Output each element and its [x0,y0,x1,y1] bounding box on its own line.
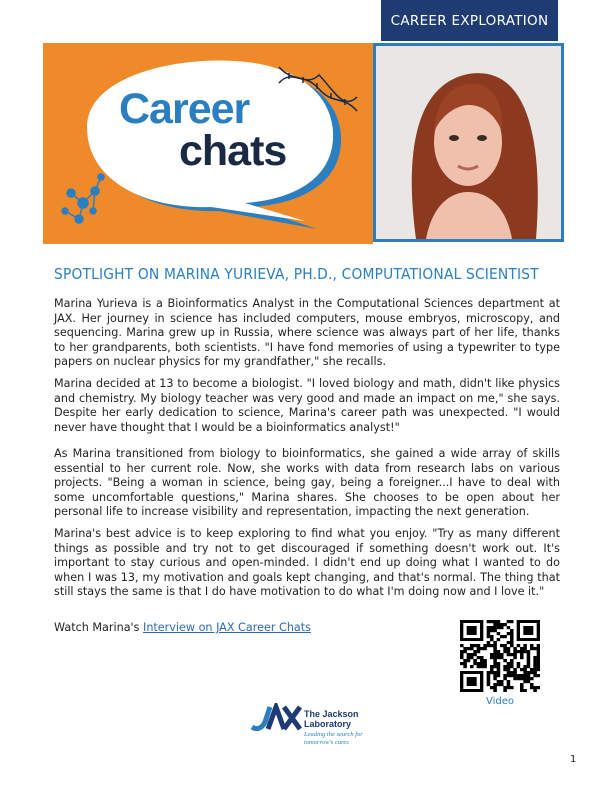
page-number: 1 [570,754,577,765]
banner-word-career: Career [119,85,250,133]
paragraph-4: Marina's best advice is to keep exploring to find what you enjoy. "Try as many different things as possible and try not to get discouraged if something doesn't work out. It's important to stay curious and open-minded. I didn't end up doing what I wanted to do when I was 13, my motivation and goals kept changing, and that's normal. The thing that still stays the same is that I do have motivation to do what I'm doing now and I love it." [54,527,560,599]
paragraph-1: Marina Yurieva is a Bioinformatics Analyst in the Computational Sciences department at JAX. Her journey in science has included computers, mouse embryos, microscopy, and sequencing. Marina grew up in Russia, where science was always part of her life, thanks to her grandparents, both scientists. "I have fond memories of using a typewriter to type papers on nuclear physics for my grandfather," she recalls. [54,297,560,369]
portrait-photo [373,43,564,242]
paragraph-3: As Marina transitioned from biology to bioinformatics, she gained a wide array of skills essential to her current role. Now, she works with data from research labs on various projects. "Being a woman in science, being gay, being a foreigner...I have to deal with some uncomfortable questions," Marina shares. She chooses to be open about her personal life to increase visibility and representation, impacting the next generation. [54,447,560,519]
logo-tagline: Leading the search for tomorrow's cures [304,731,363,746]
jax-mark-icon [248,703,304,733]
article-headline: SPOTLIGHT ON MARINA YURIEVA, PH.D., COMPUTATIONAL SCIENTIST [54,265,539,283]
paragraph-2: Marina decided at 13 to become a biologist. "I loved biology and math, didn't like physics and chemistry. My biology teacher was very good and made an impact on me," she says. Despite her early dedication to science, Marina's career path was unexpected. "I would never have thought that I would be a bioinformatics analyst!" [54,377,560,434]
interview-link[interactable]: Interview on JAX Career Chats [143,621,311,634]
section-tag: CAREER EXPLORATION [381,0,558,41]
watch-line [54,621,311,634]
qr-code[interactable] [460,620,540,692]
watch-prefix: Watch Marina's [54,621,144,634]
logo-name: The Jackson Laboratory [304,709,359,729]
banner-word-chats: chats [179,127,287,175]
molecule-icon [62,174,104,223]
career-chats-banner [43,43,373,244]
qr-caption: Video [486,696,515,707]
